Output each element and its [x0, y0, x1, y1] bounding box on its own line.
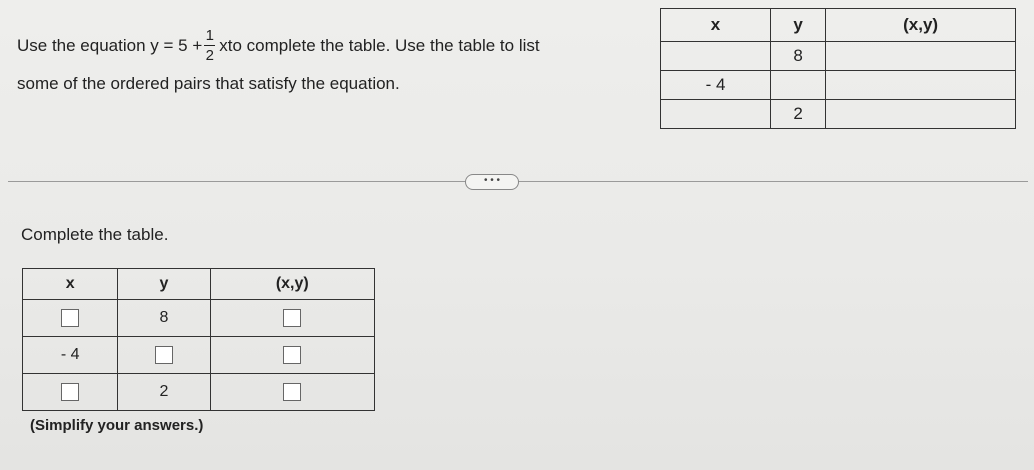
reference-cell	[826, 71, 1016, 100]
reference-cell: - 4	[661, 71, 771, 100]
more-options-button[interactable]: • • •	[465, 174, 519, 190]
reference-cell	[661, 100, 771, 129]
reference-cell: 2	[770, 100, 825, 129]
answer-header-x: x	[23, 269, 118, 300]
fraction-numerator: 1	[205, 27, 214, 44]
answer-cell-xy-row1	[210, 300, 374, 337]
xy-input-row3[interactable]	[283, 383, 301, 401]
question-prefix: Use the equation	[17, 35, 146, 55]
equation-lhs: y = 5 +	[150, 35, 203, 55]
table-row	[23, 337, 375, 374]
reference-cell	[826, 100, 1016, 129]
answer-table	[22, 268, 375, 411]
table-row	[661, 42, 1016, 71]
reference-table-header-row	[661, 9, 1016, 42]
answer-cell-xy-row3	[210, 374, 374, 411]
x-input-row1[interactable]	[61, 309, 79, 327]
reference-cell	[826, 42, 1016, 71]
answer-table-header-row	[23, 269, 375, 300]
question-line-1	[17, 28, 540, 63]
table-row	[23, 300, 375, 337]
answer-cell-y-row3: 2	[118, 374, 210, 411]
xy-input-row2[interactable]	[283, 346, 301, 364]
xy-input-row1[interactable]	[283, 309, 301, 327]
table-row	[23, 374, 375, 411]
question-line-2: some of the ordered pairs that satisfy the equation.	[17, 74, 400, 93]
answer-cell-xy-row2	[210, 337, 374, 374]
reference-header-x: x	[661, 9, 771, 42]
fraction-denominator: 2	[205, 47, 214, 64]
reference-header-y: y	[770, 9, 825, 42]
y-input-row2[interactable]	[155, 346, 173, 364]
reference-header-xy: (x,y)	[826, 9, 1016, 42]
complete-table-label: Complete the table.	[21, 225, 169, 244]
question-suffix: to complete the table. Use the table to list	[227, 35, 540, 55]
equation-variable: x	[219, 35, 228, 55]
reference-cell	[770, 71, 825, 100]
simplify-note: (Simplify your answers.)	[30, 417, 204, 434]
table-row	[661, 100, 1016, 129]
answer-cell-x-row1	[23, 300, 118, 337]
answer-cell-y-row1: 8	[118, 300, 210, 337]
fraction-one-half	[204, 28, 215, 63]
answer-cell-y-row2	[118, 337, 210, 374]
answer-cell-x-row2: - 4	[23, 337, 118, 374]
answer-cell-x-row3	[23, 374, 118, 411]
reference-cell: 8	[770, 42, 825, 71]
answer-header-y: y	[118, 269, 210, 300]
reference-table	[660, 8, 1016, 129]
table-row	[661, 71, 1016, 100]
reference-cell	[661, 42, 771, 71]
answer-header-xy: (x,y)	[210, 269, 374, 300]
x-input-row3[interactable]	[61, 383, 79, 401]
